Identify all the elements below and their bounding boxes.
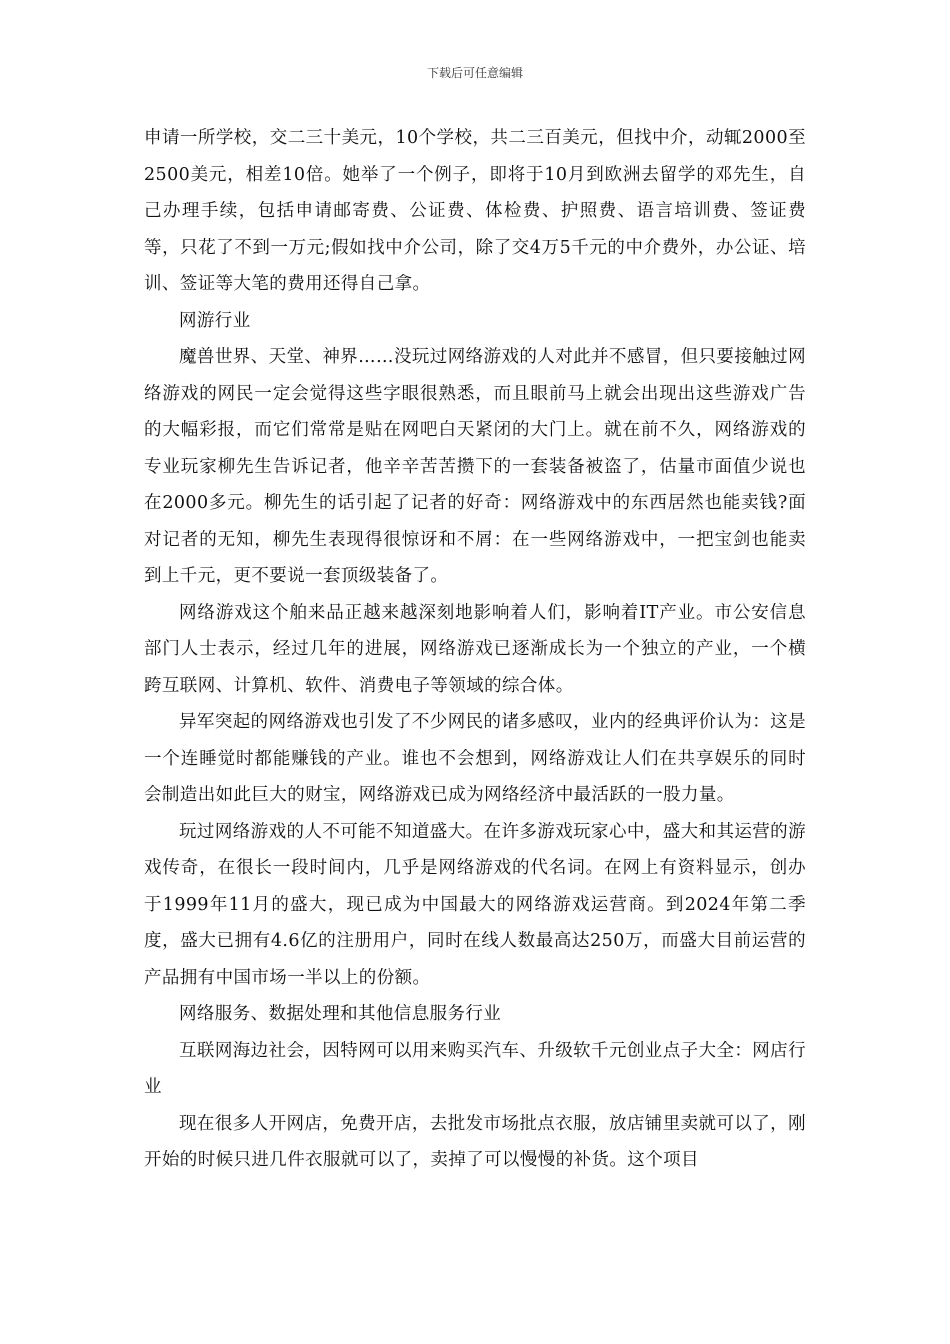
paragraph-shanda: 玩过网络游戏的人不可能不知道盛大。在许多游戏玩家心中，盛大和其运营的游戏传奇，在很长一段时间内，几乎是网络游戏的代名词。在网上有资料显示，创办于1999年11月的盛大，现已成为中国最大的网络游戏运营商。到2024年第二季度，盛大已拥有4.6亿的注册用户，同时在线人数最高达250万，而盛大目前运营的产品拥有中国市场一半以上的份额。 <box>144 821 806 988</box>
paragraph-game-equipment: 魔兽世界、天堂、神界……没玩过网络游戏的人对此并不感冒，但只要接触过网络游戏的网民一定会觉得这些字眼很熟悉，而且眼前马上就会出现出这些游戏广告的大幅彩报，而它们常常是贴在网吧白天紧闭的大门上。就在前不久，网络游戏的专业玩家柳先生告诉记者，他辛辛苦苦攒下的一套装备被盗了，估量市面值少说也在2000多元。柳先生的话引起了记者的好奇：网络游戏中的东西居然也能卖钱?面对记者的无知，柳先生表现得很惊讶和不屑：在一些网络游戏中，一把宝剑也能卖到上千元，更不要说一套顶级装备了。 <box>144 347 806 586</box>
section-heading-network-services: 网络服务、数据处理和其他信息服务行业 <box>179 1004 502 1024</box>
paragraph-internet-society: 互联网海边社会，因特网可以用来购买汽车、升级软千元创业点子大全：网店行业 <box>144 1040 806 1097</box>
page-header: 下载后可任意编辑 <box>426 66 523 80</box>
document-body <box>144 120 806 1179</box>
paragraph-game-evaluation: 异军突起的网络游戏也引发了不少网民的诸多感叹，业内的经典评价认为：这是一个连睡觉时都能赚钱的产业。谁也不会想到，网络游戏让人们在共享娱乐的同时会制造出如此巨大的财宝，网络游戏已成为网络经济中最活跃的一股力量。 <box>144 712 806 805</box>
paragraph-study-abroad-costs: 申请一所学校，交二三十美元，10个学校，共二三百美元，但找中介，动辄2000至2500美元，相差10倍。她举了一个例子，即将于10月到欧洲去留学的邓先生，自己办理手续，包括申请邮寄费、公证费、体检费、护照费、语言培训费、签证费等，只花了不到一万元;假如找中介公司，除了交4万5千元的中介费外，办公证、培训、签证等大笔的费用还得自己拿。 <box>144 128 806 294</box>
paragraph-game-industry: 网络游戏这个舶来品正越来越深刻地影响着人们，影响着IT产业。市公安信息部门人士表示，经过几年的进展，网络游戏已逐渐成长为一个独立的产业，一个横跨互联网、计算机、软件、消费电子等领域的综合体。 <box>144 602 806 696</box>
paragraph-online-store: 现在很多人开网店，免费开店，去批发市场批点衣服，放店铺里卖就可以了，刚开始的时候只进几件衣服就可以了，卖掉了可以慢慢的补货。这个项目 <box>144 1113 806 1170</box>
section-heading-online-games: 网游行业 <box>179 310 251 331</box>
